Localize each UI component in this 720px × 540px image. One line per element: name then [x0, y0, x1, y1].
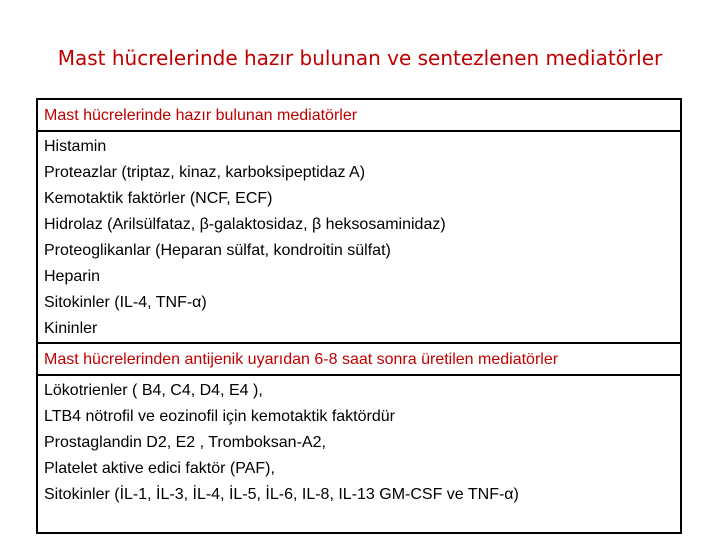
list-item: Kininler: [44, 320, 98, 337]
list-item: Heparin: [44, 268, 101, 285]
list-item: Prostaglandin D2, E2 , Tromboksan-A2,: [44, 434, 326, 451]
mediator-table: [36, 98, 682, 534]
list-item: Hidrolaz (Arilsülfataz, β-galaktosidaz, β heksosaminidaz): [44, 216, 446, 233]
list-item: Sitokinler (İL-1, İL-3, İL-4, İL-5, İL-6, IL-8, IL-13 GM-CSF ve TNF-α): [44, 486, 519, 503]
section-header-synthesized: Mast hücrelerinden antijenik uyarıdan 6-8 saat sonra üretilen mediatörler: [38, 342, 680, 376]
list-item: LTB4 nötrofil ve eozinofil için kemotaktik faktördür: [44, 408, 395, 425]
list-item: Sitokinler (IL-4, TNF-α): [44, 294, 207, 311]
list-item: Kemotaktik faktörler (NCF, ECF): [44, 190, 273, 207]
list-item: Platelet aktive edici faktör (PAF),: [44, 460, 275, 477]
section-body-preformed: [38, 134, 680, 342]
section-body-synthesized: [38, 378, 680, 508]
list-item: Proteoglikanlar (Heparan sülfat, kondroitin sülfat): [44, 242, 391, 259]
list-item: Lökotrienler ( B4, C4, D4, E4 ),: [44, 382, 263, 399]
section-header-preformed: Mast hücrelerinde hazır bulunan mediatörler: [38, 100, 680, 132]
list-item: Histamin: [44, 138, 107, 155]
slide-title: Mast hücrelerinde hazır bulunan ve sentezlenen mediatörler: [57, 46, 663, 70]
list-item: Proteazlar (triptaz, kinaz, karboksipeptidaz A): [44, 164, 366, 181]
